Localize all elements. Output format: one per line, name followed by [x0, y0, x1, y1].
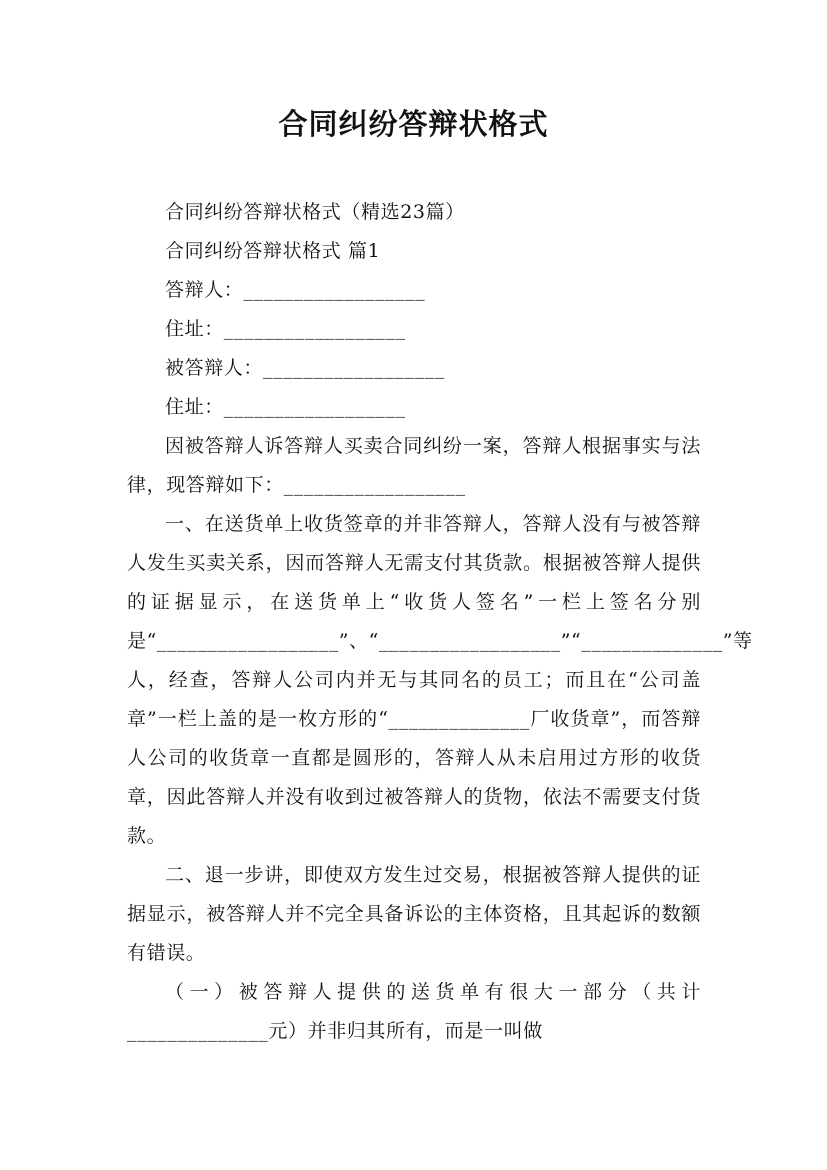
claimant-address-line: 住址：__________________	[165, 396, 406, 418]
document-body	[127, 193, 753, 1051]
respondent-line: 答辩人：__________________	[165, 279, 426, 301]
paragraph: 二、退一步讲，即使双方发生过交易，根据被答辩人提供的证据显示，被答辩人并不完全具备诉讼的主体资格，且其起诉的数额有错误。	[127, 864, 701, 964]
paragraph: 一、在送货单上收货签章的并非答辩人，答辩人没有与被答辩人发生买卖关系，因而答辩人无需支付其货款。根据被答辩人提供的证据显示，在送货单上“收货人签名”一栏上签名分别是“__________________”、“__________________”“______________”等人，经查，答辩人公司内并无与其同名的员工；而且在“公司盖章”一栏上盖的是一枚方形的“______________厂收货章”，而答辩人公司的收货章一直都是圆形的，答辩人从未启用过方形的收货章，因此答辩人并没有收到过被答辩人的货物，依法不需要支付货款。	[127, 513, 753, 847]
paragraph: 合同纠纷答辩状格式 篇1	[165, 240, 381, 262]
paragraph: （一）被答辩人提供的送货单有很大一部分（共计______________元）并非归其所有，而是一叫做	[127, 981, 701, 1042]
paragraph: 合同纠纷答辩状格式（精选23篇）	[165, 201, 465, 223]
document-title: 合同纠纷答辩状格式	[278, 107, 549, 141]
claimant-line: 被答辩人：__________________	[165, 357, 445, 379]
respondent-address-line: 住址：__________________	[165, 318, 406, 340]
paragraph: 因被答辩人诉答辩人买卖合同纠纷一案，答辩人根据事实与法律，现答辩如下：__________________	[127, 435, 701, 496]
